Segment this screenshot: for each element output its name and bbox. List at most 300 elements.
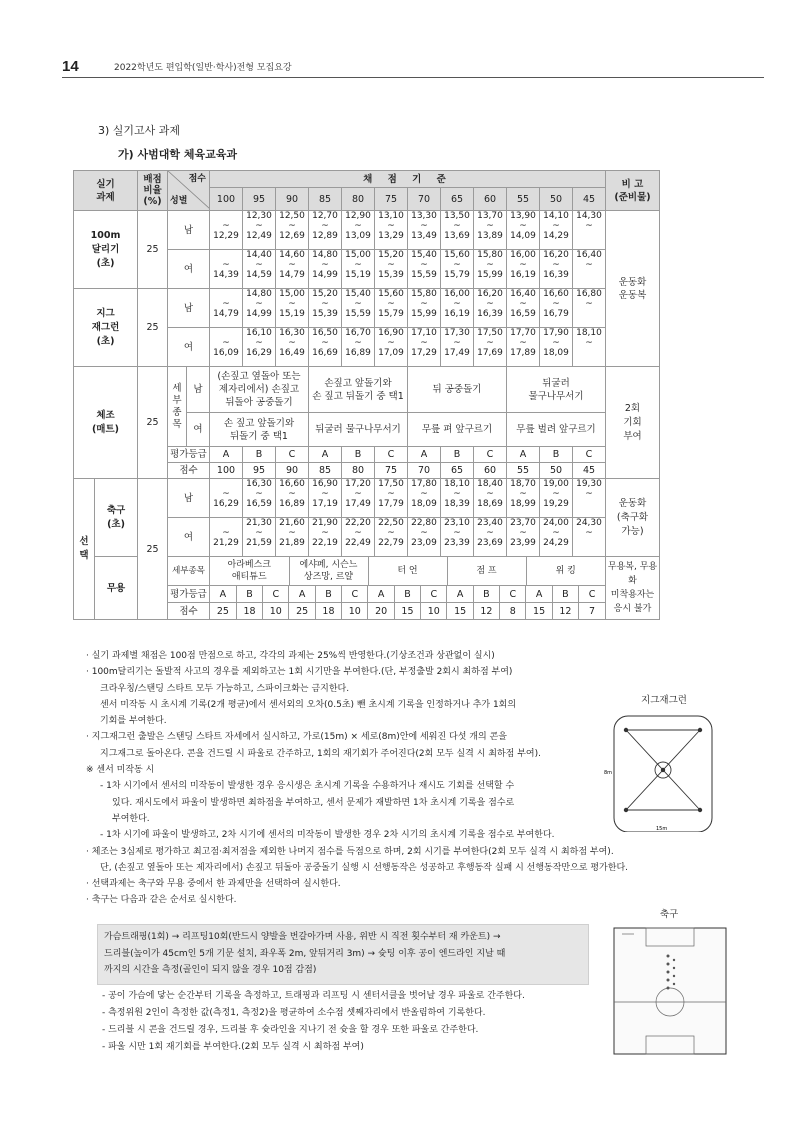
range-start: 16,50: [312, 328, 338, 338]
range-start: 17,70: [510, 328, 536, 338]
range-start: 15,20: [378, 250, 404, 260]
dance-grade: A: [526, 586, 552, 602]
run100-weight: 25: [138, 211, 168, 289]
range-end: 15,19: [345, 270, 371, 280]
range-tilde: ~: [222, 489, 230, 499]
header-score: 점수: [188, 174, 206, 184]
range-tilde: ~: [288, 221, 296, 231]
range-start: 21,90: [312, 518, 338, 528]
range-tilde: ~: [585, 221, 593, 231]
criteria-cell: [573, 518, 606, 557]
dance-grade: B: [315, 586, 341, 602]
criteria-cell: [210, 250, 243, 289]
dance-events-label: 세부종목: [168, 557, 210, 586]
range-end: 15,59: [411, 270, 437, 280]
range-start: 17,50: [378, 479, 404, 489]
dance-event: 아라베스크 애티튜드: [227, 560, 271, 582]
range-start: 12,30: [246, 211, 272, 221]
range-start: 15,80: [477, 250, 503, 260]
range-start: 23,70: [510, 518, 536, 528]
gym-grade: B: [342, 447, 375, 463]
gender-male: 남: [168, 211, 210, 250]
dance-score: 20: [368, 603, 394, 619]
range-start: 12,70: [312, 211, 338, 221]
range-end: 15,79: [378, 309, 404, 319]
criteria-cell: [540, 250, 573, 289]
dance-event: 점 프: [447, 557, 526, 585]
gender-male: 남: [187, 367, 210, 413]
run100-remark: 운동화 운동복: [606, 211, 660, 367]
range-start: 16,00: [444, 289, 470, 299]
criteria-cell: [474, 479, 507, 518]
range-tilde: ~: [354, 221, 362, 231]
range-start: 16,20: [477, 289, 503, 299]
dance-score: 25: [216, 605, 229, 617]
note-14: 단, (손짚고 옆돌아 또는 제자리에서) 손짚고 뒤돌아 공중돌기 실행 시 선행동작은 성공하고 후행동작 실패 시 선행동작만으로 평가한다.: [100, 862, 628, 873]
score-header-95: 95: [243, 188, 276, 211]
range-tilde: ~: [486, 260, 494, 270]
criteria-cell: [309, 289, 342, 328]
range-start: 13,70: [477, 211, 503, 221]
criteria-cell: [276, 211, 309, 250]
range-tilde: ~: [222, 260, 230, 270]
criteria-cell: [441, 328, 474, 367]
range-end: 15,19: [279, 309, 305, 319]
score-header-100: 100: [210, 188, 243, 211]
gym-remark: 2회 기회 부여: [606, 367, 660, 479]
page-header: [62, 58, 742, 78]
criteria-cell: [375, 518, 408, 557]
range-start: 15,20: [312, 289, 338, 299]
range-end: 13,09: [345, 231, 371, 241]
range-tilde: ~: [255, 260, 263, 270]
criteria-cell: [540, 479, 573, 518]
zigzag-height-label: 8m: [604, 770, 613, 776]
header-divider: [62, 77, 764, 78]
range-tilde: ~: [420, 221, 428, 231]
range-tilde: ~: [519, 528, 527, 538]
range-start: 15,80: [411, 289, 437, 299]
criteria-cell: [210, 479, 243, 518]
note-7: 지그재그로 돌아온다. 콘을 건드릴 시 파울로 간주하고, 1회의 재기회가 주어진다(2회 모두 실격 시 최하점 부여).: [100, 748, 541, 759]
dance-event: 에샤페, 시슨느 상즈망, 르얄: [289, 557, 368, 585]
zigzag-weight: 25: [138, 289, 168, 367]
criteria-cell: [243, 479, 276, 518]
range-end: 17,09: [378, 348, 404, 358]
gym-male-event: (손짚고 옆돌아 또는 제자리에서) 손짚고 뒤돌아 공중돌기: [210, 367, 309, 413]
criteria-cell: [375, 289, 408, 328]
range-start: 16,00: [510, 250, 536, 260]
criteria-cell: [276, 250, 309, 289]
score-header-90: 90: [276, 188, 309, 211]
range-start: 17,10: [411, 328, 437, 338]
criteria-cell: [309, 250, 342, 289]
dance-events-cell: [210, 557, 606, 586]
dance-event: 터 언: [368, 557, 447, 585]
gym-score: 55: [507, 463, 540, 479]
criteria-cell: [243, 328, 276, 367]
criteria-cell: [342, 479, 375, 518]
criteria-cell: [342, 328, 375, 367]
gym-score: 60: [474, 463, 507, 479]
note-2: · 100m달리기는 돌발적 사고의 경우를 제외하고는 1회 시기만을 부여한다.(단, 부정출발 2회시 최하점 부여): [86, 667, 513, 678]
range-end: 13,29: [378, 231, 404, 241]
note-5: 기회를 부여한다.: [100, 716, 167, 727]
range-end: 15,59: [345, 309, 371, 319]
range-tilde: ~: [585, 299, 593, 309]
soccer-procedure-1: 가슴트래핑(1회) → 리프팅10회(반드시 양발을 번갈아가며 사용, 위반 시 직전 횟수부터 재 카운트) →: [104, 932, 501, 942]
criteria-cell: [210, 328, 243, 367]
range-end: 14,79: [279, 270, 305, 280]
range-tilde: ~: [255, 528, 263, 538]
range-end: 22,19: [312, 538, 338, 548]
range-end: 23,69: [477, 538, 503, 548]
range-tilde: ~: [453, 489, 461, 499]
zigzag-width-label: 15m: [656, 826, 668, 832]
criteria-cell: [441, 250, 474, 289]
range-end: 16,89: [345, 348, 371, 358]
range-tilde: ~: [222, 221, 230, 231]
score-header-45: 45: [573, 188, 606, 211]
criteria-cell: [342, 211, 375, 250]
range-start: 17,80: [411, 479, 437, 489]
criteria-cell: [342, 518, 375, 557]
range-end: 21,59: [246, 538, 272, 548]
dance-event: 위 킹: [526, 557, 605, 585]
dance-score: 18: [315, 603, 341, 619]
soccer-male-row: [74, 479, 660, 518]
dance-score: 15: [447, 603, 473, 619]
range-start: 17,90: [543, 328, 569, 338]
note-3: 크라우칭/스탠딩 스타트 모두 가능하고, 스파이크화는 금지한다.: [100, 683, 350, 694]
score-header-65: 65: [441, 188, 474, 211]
range-end: 17,49: [345, 499, 371, 509]
scoring-table: [73, 170, 660, 620]
dance-score: 12: [473, 603, 499, 619]
range-tilde: ~: [552, 221, 560, 231]
soccer-procedure-box: [97, 924, 589, 985]
gym-male-event: 손짚고 앞돌기와 손 짚고 뒤돌기 중 택1: [309, 367, 408, 413]
range-tilde: ~: [519, 338, 527, 348]
note-10: 있다. 재시도에서 파울이 발생하면 최하점을 부여하고, 센서 문제가 재발하면 1차 초시계 기록을 점수로: [112, 797, 515, 808]
gym-grade: B: [540, 447, 573, 463]
gym-score: 85: [309, 463, 342, 479]
range-tilde: ~: [486, 299, 494, 309]
dance-score-row-cells: [210, 603, 606, 620]
range-end: 18,09: [411, 499, 437, 509]
range-end: 13,89: [477, 231, 503, 241]
gym-male-event: 뒤 공중돌기: [408, 367, 507, 413]
range-end: 16,49: [279, 348, 305, 358]
range-end: 12,49: [246, 231, 272, 241]
doc-title: 2022학년도 편입학(일반·학사)전형 모집요강: [114, 63, 292, 73]
range-end: 14,99: [246, 309, 272, 319]
dance-name: 무용: [95, 557, 138, 620]
criteria-cell: [474, 250, 507, 289]
gym-grade: A: [210, 447, 243, 463]
range-end: 16,29: [213, 499, 239, 509]
range-end: 16,89: [279, 499, 305, 509]
range-start: 23,40: [477, 518, 503, 528]
range-start: 14,60: [279, 250, 305, 260]
section-title: 3) 실기고사 과제: [98, 124, 181, 137]
gym-weight: 25: [138, 367, 168, 479]
criteria-cell: [309, 328, 342, 367]
criteria-cell: [573, 289, 606, 328]
range-tilde: ~: [387, 260, 395, 270]
range-tilde: ~: [552, 528, 560, 538]
range-end: 19,29: [543, 499, 569, 509]
range-tilde: ~: [288, 299, 296, 309]
gym-events-label: 세부 종목: [168, 367, 187, 447]
header-gender: 성별: [170, 196, 188, 206]
criteria-cell: [507, 211, 540, 250]
range-start: 16,90: [312, 479, 338, 489]
range-tilde: ~: [453, 299, 461, 309]
range-end: 16,79: [543, 309, 569, 319]
range-tilde: ~: [519, 260, 527, 270]
range-tilde: ~: [288, 489, 296, 499]
range-end: 16,19: [444, 309, 470, 319]
range-tilde: ~: [486, 338, 494, 348]
range-tilde: ~: [321, 338, 329, 348]
dance-grade: B: [236, 586, 262, 602]
range-tilde: ~: [222, 528, 230, 538]
score-header-75: 75: [375, 188, 408, 211]
range-tilde: ~: [321, 221, 329, 231]
range-start: 16,30: [246, 479, 272, 489]
criteria-cell: [540, 328, 573, 367]
range-start: 16,20: [543, 250, 569, 260]
range-start: 14,80: [312, 250, 338, 260]
dance-score: 10: [263, 603, 289, 619]
gym-score: 45: [573, 463, 606, 479]
gender-female: 여: [168, 328, 210, 367]
range-end: 12,89: [312, 231, 338, 241]
criteria-cell: [573, 211, 606, 250]
criteria-cell: [507, 250, 540, 289]
range-end: 18,69: [477, 499, 503, 509]
dance-score: 15: [526, 603, 552, 619]
criteria-cell: [375, 250, 408, 289]
header-task: 실기 과제: [74, 171, 138, 211]
range-end: 17,19: [312, 499, 338, 509]
range-end: 17,79: [378, 499, 404, 509]
dance-grade: C: [421, 586, 447, 602]
dance-score: 10: [342, 603, 368, 619]
gym-score: 95: [243, 463, 276, 479]
range-start: 16,70: [345, 328, 371, 338]
dance-score: 12: [552, 603, 578, 619]
criteria-cell: [540, 518, 573, 557]
range-start: 15,60: [444, 250, 470, 260]
run100-male-row: [74, 211, 660, 250]
range-tilde: ~: [354, 299, 362, 309]
zigzag-title: 지그재그런: [641, 695, 687, 706]
range-tilde: ~: [387, 489, 395, 499]
gym-grade-label: 평가등급: [168, 447, 210, 463]
criteria-cell: [507, 479, 540, 518]
range-tilde: ~: [486, 528, 494, 538]
range-end: 16,69: [312, 348, 338, 358]
range-start: 22,20: [345, 518, 371, 528]
range-tilde: ~: [255, 221, 263, 231]
range-end: 22,49: [345, 538, 371, 548]
criteria-cell: [276, 328, 309, 367]
range-end: 17,89: [510, 348, 536, 358]
range-start: 17,50: [477, 328, 503, 338]
range-tilde: ~: [420, 528, 428, 538]
range-end: 17,29: [411, 348, 437, 358]
range-start: 16,40: [510, 289, 536, 299]
gym-name: 체조 (매트): [74, 367, 138, 479]
range-end: 17,49: [444, 348, 470, 358]
criteria-cell: [243, 289, 276, 328]
range-start: 16,60: [279, 479, 305, 489]
criteria-cell: [441, 518, 474, 557]
soccer-rule-2: - 측정위원 2인이 측정한 값(측정1, 측정2)을 평균하여 소수점 셋째자리에서 반올림하여 기록한다.: [102, 1008, 486, 1018]
range-tilde: ~: [585, 528, 593, 538]
criteria-cell: [309, 518, 342, 557]
dance-grade: A: [447, 586, 473, 602]
note-9: - 1차 시기에서 센서의 미작동이 발생한 경우 응시생은 초시계 기록을 수용하거나 재시도 기회를 선택할 수: [100, 781, 515, 792]
range-tilde: ~: [552, 260, 560, 270]
range-start: 19,30: [576, 479, 602, 489]
gender-female: 여: [187, 413, 210, 447]
score-header-55: 55: [507, 188, 540, 211]
range-tilde: ~: [552, 299, 560, 309]
criteria-cell: [210, 211, 243, 250]
criteria-cell: [276, 518, 309, 557]
gym-grade: C: [276, 447, 309, 463]
gym-score: 75: [375, 463, 408, 479]
criteria-cell: [441, 479, 474, 518]
range-tilde: ~: [453, 260, 461, 270]
range-tilde: ~: [321, 489, 329, 499]
range-tilde: ~: [321, 528, 329, 538]
range-tilde: ~: [255, 489, 263, 499]
criteria-cell: [342, 289, 375, 328]
score-header-85: 85: [309, 188, 342, 211]
gender-male: 남: [168, 479, 210, 518]
criteria-cell: [309, 211, 342, 250]
criteria-cell: [441, 211, 474, 250]
range-tilde: ~: [519, 489, 527, 499]
criteria-cell: [408, 518, 441, 557]
gym-male-event: 뒤굴러 물구나무서기: [507, 367, 606, 413]
gym-grade: B: [441, 447, 474, 463]
criteria-cell: [474, 518, 507, 557]
gym-grade: C: [573, 447, 606, 463]
page-number: 14: [62, 58, 79, 75]
gym-grade: B: [243, 447, 276, 463]
dance-score: 25: [289, 603, 315, 619]
criteria-cell: [507, 289, 540, 328]
range-tilde: ~: [519, 221, 527, 231]
range-tilde: ~: [255, 299, 263, 309]
range-start: 15,40: [345, 289, 371, 299]
range-start: 18,10: [576, 328, 602, 338]
criteria-cell: [408, 250, 441, 289]
range-end: 14,79: [213, 309, 239, 319]
criteria-cell: [474, 211, 507, 250]
range-start: 12,90: [345, 211, 371, 221]
criteria-cell: [243, 250, 276, 289]
header-score-gender: [168, 171, 210, 211]
range-end: 23,39: [444, 538, 470, 548]
soccer-rule-4: - 파울 시만 1회 재기회를 부여한다.(2회 모두 실격 시 최하점 부여): [102, 1042, 364, 1052]
range-end: 14,39: [213, 270, 239, 280]
range-start: 14,10: [543, 211, 569, 221]
dance-remark: 무용복, 무용화 미착용자는 응시 불가: [606, 557, 660, 620]
range-tilde: ~: [387, 338, 395, 348]
soccer-rules: [102, 988, 525, 1056]
gym-score-label: 점수: [168, 463, 210, 479]
range-end: 14,29: [543, 231, 569, 241]
range-start: 17,30: [444, 328, 470, 338]
criteria-cell: [375, 211, 408, 250]
dance-grade: B: [394, 586, 420, 602]
criteria-cell: [375, 328, 408, 367]
gym-female-event: 무릎 벌려 앞구르기: [507, 413, 606, 447]
range-start: 18,10: [444, 479, 470, 489]
range-tilde: ~: [585, 260, 593, 270]
range-end: 15,79: [444, 270, 470, 280]
gym-grade: C: [375, 447, 408, 463]
range-end: 12,69: [279, 231, 305, 241]
gym-female-event: 무릎 펴 앞구르기: [408, 413, 507, 447]
range-tilde: ~: [585, 338, 593, 348]
range-tilde: ~: [222, 338, 230, 348]
range-start: 22,80: [411, 518, 437, 528]
dance-grade: A: [219, 588, 227, 600]
criteria-cell: [276, 479, 309, 518]
score-header-60: 60: [474, 188, 507, 211]
range-tilde: ~: [354, 489, 362, 499]
dance-score: 18: [236, 603, 262, 619]
criteria-cell: [507, 328, 540, 367]
range-tilde: ~: [486, 221, 494, 231]
range-start: 14,30: [576, 211, 602, 221]
range-start: 14,40: [246, 250, 272, 260]
range-start: 18,70: [510, 479, 536, 489]
range-end: 13,49: [411, 231, 437, 241]
range-start: 21,30: [246, 518, 272, 528]
range-start: 18,40: [477, 479, 503, 489]
range-start: 24,00: [543, 518, 569, 528]
criteria-cell: [408, 328, 441, 367]
range-start: 21,60: [279, 518, 305, 528]
range-end: 18,09: [543, 348, 569, 358]
criteria-cell: [243, 211, 276, 250]
note-4: 센서 미작동 시 초시계 기록(2개 평균)에서 센서외의 오차(0.5초) 뺀 초시계 기록을 인정하거나 추가 1회의: [100, 699, 517, 710]
range-end: 18,99: [510, 499, 536, 509]
dance-score-row-label: 점수: [168, 603, 210, 620]
range-tilde: ~: [453, 528, 461, 538]
criteria-cell: [342, 250, 375, 289]
range-tilde: ~: [321, 299, 329, 309]
dance-score: 15: [394, 603, 420, 619]
range-end: 16,09: [213, 348, 239, 358]
dance-score: 8: [500, 603, 526, 619]
range-end: 24,29: [543, 538, 569, 548]
criteria-cell: [408, 211, 441, 250]
range-end: 21,29: [213, 538, 239, 548]
criteria-cell: [573, 328, 606, 367]
range-tilde: ~: [585, 489, 593, 499]
range-end: 16,59: [246, 499, 272, 509]
criteria-cell: [408, 479, 441, 518]
